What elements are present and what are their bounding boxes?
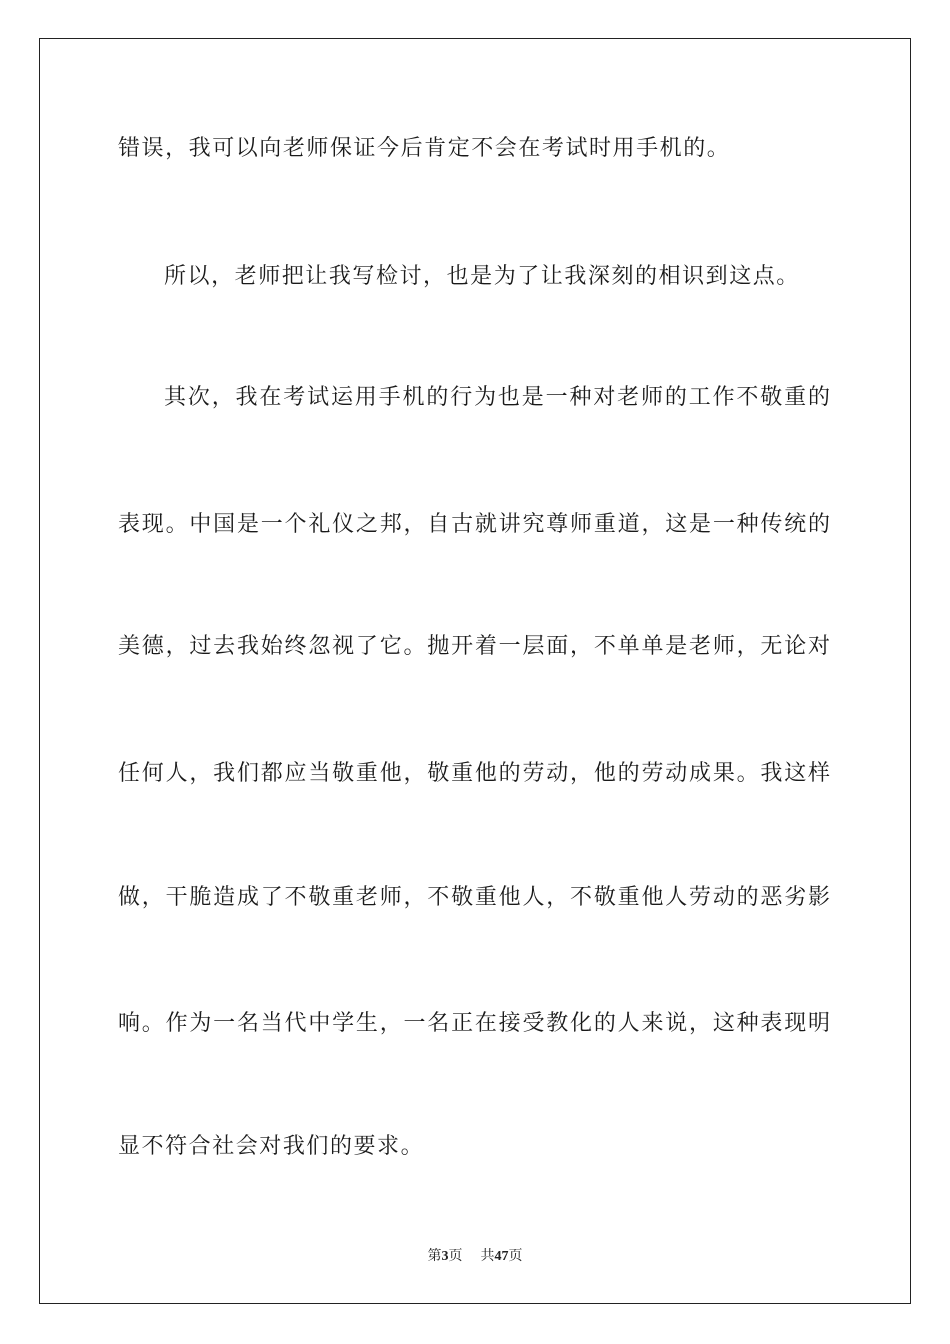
text-line-7: 做，干脆造成了不敬重老师，不敬重他人，不敬重他人劳动的恶劣影 — [118, 885, 830, 910]
page-number: 3 — [441, 1249, 449, 1264]
text-line-6: 任何人，我们都应当敬重他，敬重他的劳动，他的劳动成果。我这样 — [118, 761, 830, 786]
text-line-4: 表现。中国是一个礼仪之邦，自古就讲究尊师重道，这是一种传统的 — [118, 512, 830, 537]
total-pages: 47 — [494, 1249, 509, 1264]
total-suffix: 页 — [508, 1249, 523, 1264]
text-line-5: 美德，过去我始终忽视了它。抛开着一层面，不单单是老师，无论对 — [118, 634, 830, 659]
page-prefix: 第 — [427, 1249, 442, 1264]
text-line-9: 显不符合社会对我们的要求。 — [118, 1134, 425, 1159]
page-footer — [0, 1248, 950, 1266]
text-line-1: 错误，我可以向老师保证今后肯定不会在考试时用手机的。 — [118, 136, 731, 161]
text-line-8: 响。作为一名当代中学生，一名正在接受教化的人来说，这种表现明 — [118, 1011, 830, 1036]
page-suffix: 页 — [448, 1249, 463, 1264]
text-line-2: 所以，老师把让我写检讨，也是为了让我深刻的相识到这点。 — [164, 264, 800, 289]
total-prefix: 共 — [480, 1249, 495, 1264]
text-line-3: 其次，我在考试运用手机的行为也是一种对老师的工作不敬重的 — [164, 385, 830, 410]
page-border — [39, 38, 911, 1304]
